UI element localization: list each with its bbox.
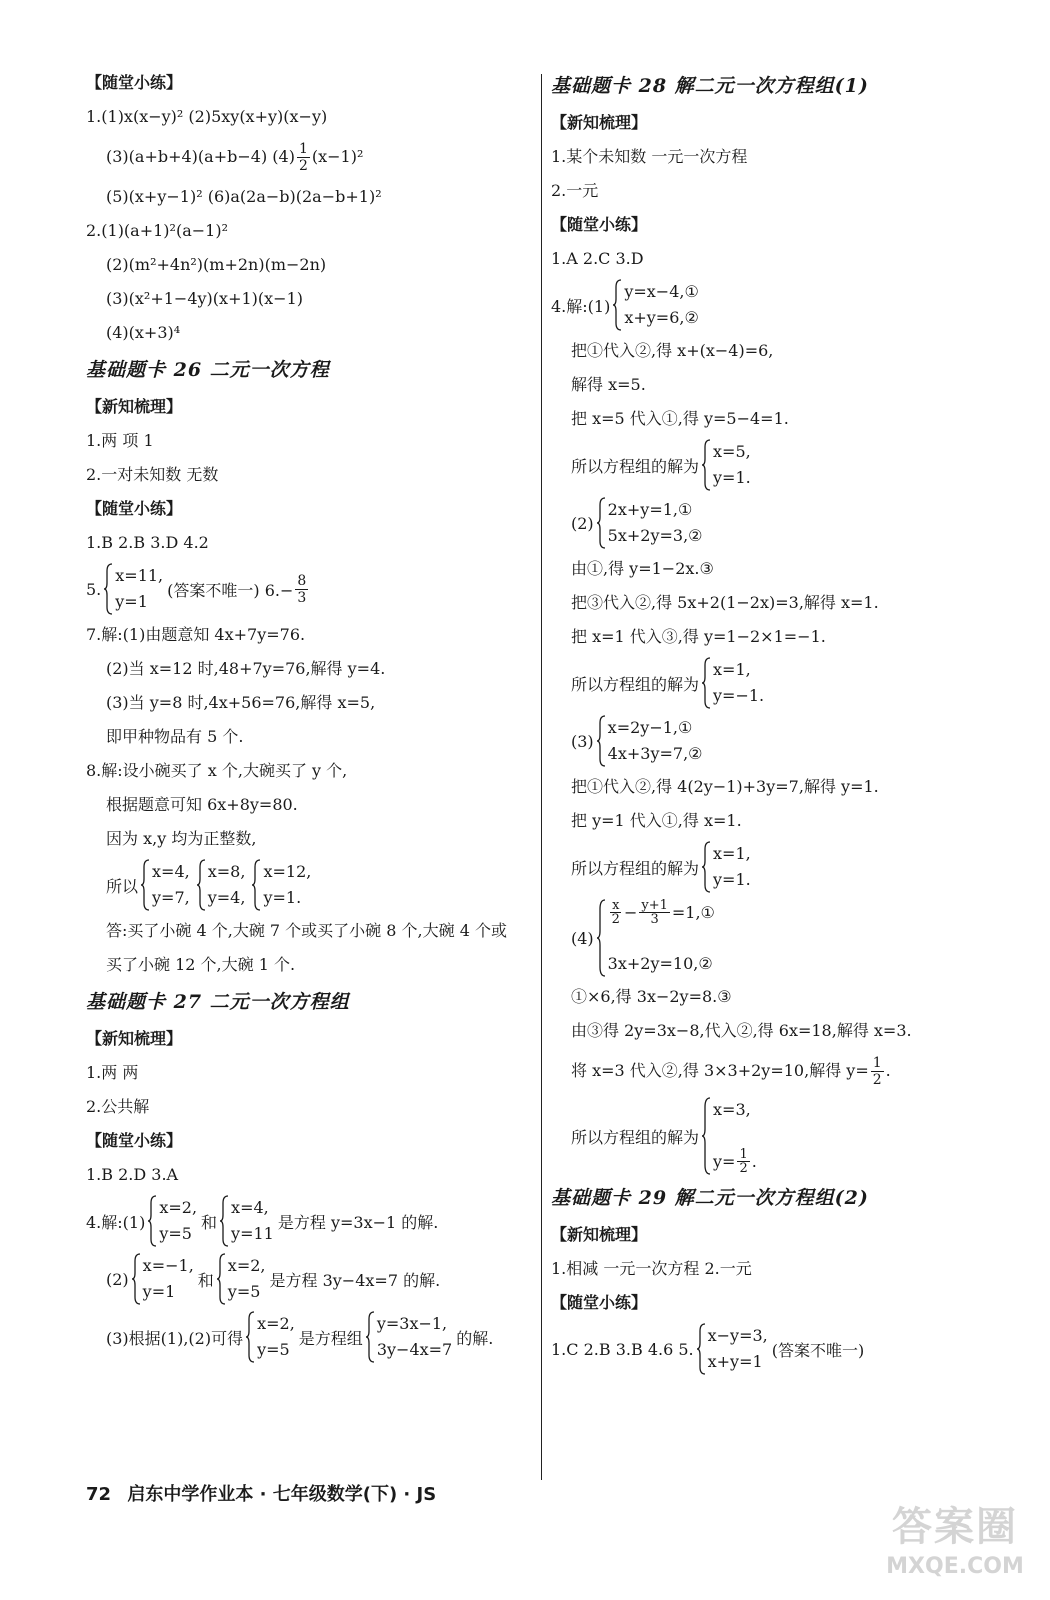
brace-icon: [596, 497, 606, 549]
section-heading: 【新知梳理】: [86, 397, 183, 416]
answer-line: 买了小碗 12 个,大碗 1 个.: [106, 955, 296, 974]
answer-line: 1.某个未知数 一元一次方程: [551, 147, 748, 166]
column-divider: [541, 74, 542, 1480]
card-title-29: 基础题卡 29 解二元一次方程组(2): [551, 1187, 869, 1209]
answer-line: 2.(1)(a+1)²(a−1)²: [86, 221, 228, 240]
equation-system-line: (4) $\frac{x}{2}$ − $\frac{y+1}{3}$ =1,① 3x+2y=10,②: [551, 896, 1011, 980]
brace-icon: [365, 1311, 375, 1363]
brace-icon: [701, 1097, 711, 1175]
card-title-27: 基础题卡 27 二元一次方程组: [86, 991, 350, 1013]
answer-line: 解得 x=5.: [571, 375, 646, 394]
fraction: $\frac{1}{2}$: [872, 1055, 882, 1088]
equation-system-line: 所以方程组的解为 x=1, y=−1.: [551, 654, 1011, 712]
brace-icon: [131, 1253, 141, 1305]
answer-line: (4)(x+3)⁴: [106, 323, 181, 342]
brace-icon: [251, 859, 261, 911]
answer-line: 根据题意可知 6x+8y=80.: [106, 795, 298, 814]
answer-line: 把③代入②,得 5x+2(1−2x)=3,解得 x=1.: [571, 593, 879, 612]
fraction: $\frac{y+1}{3}$: [641, 898, 668, 927]
answer-line: 2.公共解: [86, 1097, 150, 1116]
equation-system-line: 所以方程组的解为 x=5, y=1.: [551, 436, 1011, 494]
brace-icon: [701, 439, 711, 491]
right-column: [551, 66, 1011, 1378]
brace-icon: [596, 715, 606, 767]
answer-line: 1.A 2.C 3.D: [551, 249, 644, 268]
equation-system-line: 4.解:(1) y=x−4,① x+y=6,②: [551, 276, 1011, 334]
answer-line: 答:买了小碗 4 个,大碗 7 个或买了小碗 8 个,大碗 4 个或: [106, 921, 507, 940]
answer-line: (5)(x+y−1)² (6)a(2a−b)(2a−b+1)²: [106, 187, 382, 206]
answer-line: 即甲种物品有 5 个.: [106, 727, 244, 746]
section-heading: 【新知梳理】: [86, 1029, 183, 1048]
brace-icon: [701, 841, 711, 893]
answer-line: 1.B 2.B 3.D 4.2: [86, 533, 209, 552]
answer-line: 1.(1)x(x−y)² (2)5xy(x+y)(x−y): [86, 107, 328, 126]
answer-line: 7.解:(1)由题意知 4x+7y=76.: [86, 625, 306, 644]
answer-line: 由①,得 y=1−2x.③: [571, 559, 714, 578]
answer-line: (3)(x²+1−4y)(x+1)(x−1): [106, 289, 303, 308]
watermark: 答案圈 MXQE.COM: [886, 1504, 1024, 1579]
fraction: $\frac{x}{2}$: [611, 898, 620, 927]
answer-line: 将 x=3 代入②,得 3×3+2y=10,解得 y= $\frac{1}{2}$ .: [571, 1055, 891, 1088]
answer-line: 把 x=1 代入③,得 y=1−2×1=−1.: [571, 627, 826, 646]
section-heading: 【随堂小练】: [86, 1131, 183, 1150]
section-heading: 【新知梳理】: [551, 113, 648, 132]
answer-line: 1.两 两: [86, 1063, 139, 1082]
equation-system-line: 所以 x=4, y=7, x=8, y=4, x=12, y=1.: [86, 856, 538, 914]
brace-icon: [140, 859, 150, 911]
brace-icon: [103, 563, 113, 615]
fraction: $\frac{8}{3}$: [297, 572, 307, 606]
brace-icon: [216, 1253, 226, 1305]
section-heading: 【随堂小练】: [551, 1293, 648, 1312]
fraction: $\frac{1}{2}$: [739, 1147, 748, 1176]
equation-system-line: (3) x=2y−1,① 4x+3y=7,②: [551, 712, 1011, 770]
answer-line: (2)当 x=12 时,48+7y=76,解得 y=4.: [106, 659, 386, 678]
answer-line: 8.解:设小碗买了 x 个,大碗买了 y 个,: [86, 761, 348, 780]
answer-line: 1.两 项 1: [86, 431, 154, 450]
fraction: $\frac{1}{2}$: [298, 141, 308, 174]
left-column: [86, 66, 538, 1366]
book-title: 启东中学作业本 · 七年级数学(下) · JS: [127, 1484, 437, 1505]
brace-icon: [701, 657, 711, 709]
card-title-26: 基础题卡 26 二元一次方程: [86, 359, 330, 381]
equation-system-line: (3)根据(1),(2)可得 x=2, y=5 是方程组 y=3x−1, 3y−4x=7 的解.: [86, 1308, 538, 1366]
answer-line: ①×6,得 3x−2y=8.③: [571, 987, 732, 1006]
equation-system-line: 4.解:(1) x=2, y=5 和 x=4, y=11 是方程 y=3x−1 的解.: [86, 1192, 538, 1250]
answer-line: 2.一元: [551, 181, 599, 200]
brace-icon: [245, 1311, 255, 1363]
answer-line: 把①代入②,得 4(2y−1)+3y=7,解得 y=1.: [571, 777, 879, 796]
section-heading: 【随堂小练】: [86, 73, 183, 92]
section-heading: 【新知梳理】: [551, 1225, 648, 1244]
page-footer: [86, 1480, 436, 1506]
card-title-28: 基础题卡 28 解二元一次方程组(1): [551, 75, 869, 97]
answer-line: (3)(a+b+4)(a+b−4) (4) $\frac{1}{2}$ (x−1)²: [106, 141, 364, 174]
brace-icon: [196, 859, 206, 911]
equation-system-line: 5. x=11, y=1 (答案不唯一) 6.− $\frac{8}{3}$: [86, 560, 538, 618]
answer-line: 2.一对未知数 无数: [86, 465, 219, 484]
answer-line: (3)当 y=8 时,4x+56=76,解得 x=5,: [106, 693, 376, 712]
equation-system-line: 所以方程组的解为 x=1, y=1.: [551, 838, 1011, 896]
equation-system-line: 所以方程组的解为 x=3, y= $\frac{1}{2}$ .: [551, 1094, 1011, 1178]
brace-icon: [696, 1323, 706, 1375]
answer-line: 把①代入②,得 x+(x−4)=6,: [571, 341, 774, 360]
answer-line: 把 x=5 代入①,得 y=5−4=1.: [571, 409, 789, 428]
brace-icon: [147, 1195, 157, 1247]
equation-system-line: (2) x=−1, y=1 和 x=2, y=5 是方程 3y−4x=7 的解.: [86, 1250, 538, 1308]
answer-line: 1.相减 一元一次方程 2.一元: [551, 1259, 752, 1278]
brace-icon: [612, 279, 622, 331]
brace-icon: [219, 1195, 229, 1247]
answer-line: 因为 x,y 均为正整数,: [106, 829, 257, 848]
answer-line: (2)(m²+4n²)(m+2n)(m−2n): [106, 255, 327, 274]
answer-line: 把 y=1 代入①,得 x=1.: [571, 811, 742, 830]
equation-system-line: (2) 2x+y=1,① 5x+2y=3,②: [551, 494, 1011, 552]
page-number: 72: [86, 1484, 112, 1505]
answer-line: 1.B 2.D 3.A: [86, 1165, 179, 1184]
section-heading: 【随堂小练】: [86, 499, 183, 518]
section-heading: 【随堂小练】: [551, 215, 648, 234]
brace-icon: [596, 899, 606, 977]
answer-line: 由③得 2y=3x−8,代入②,得 6x=18,解得 x=3.: [571, 1021, 912, 1040]
equation-system-line: 1.C 2.B 3.B 4.6 5. x−y=3, x+y=1 (答案不唯一): [551, 1320, 1011, 1378]
